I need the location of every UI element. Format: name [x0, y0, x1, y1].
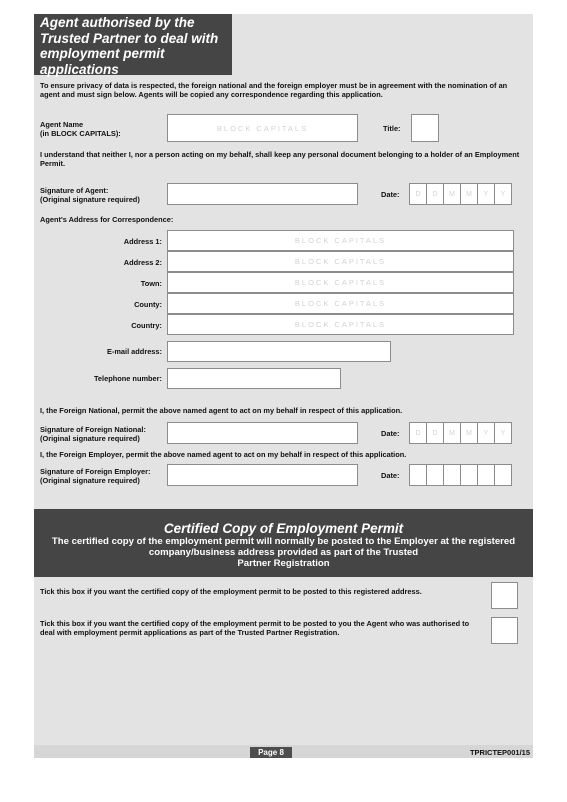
- title-input[interactable]: [411, 114, 439, 142]
- certified-copy-line-2: company/business address provided as part of the Trusted: [148, 547, 419, 558]
- agent-signature-label: Signature of Agent: (Original signature required): [40, 186, 140, 204]
- telephone-input[interactable]: [167, 368, 341, 389]
- telephone-label: Telephone number:: [93, 374, 162, 383]
- foreign-national-date-field[interactable]: [409, 422, 512, 444]
- form-code: TPRICTEP001/15: [469, 748, 530, 757]
- date-day-1[interactable]: D: [410, 184, 427, 204]
- certified-copy-line-1: The certified copy of the employment permit will normally be posted to the Employer at the registered: [51, 536, 516, 547]
- address-2-label: Address 2:: [123, 258, 162, 267]
- date-year-2[interactable]: Y: [500, 429, 506, 437]
- date-year-1[interactable]: Y: [478, 423, 495, 443]
- agent-date-label: Date:: [381, 190, 400, 199]
- address-heading: Agent's Address for Correspondence:: [40, 215, 174, 224]
- email-label: E-mail address:: [106, 347, 162, 356]
- address-1-label: Address 1:: [123, 237, 162, 246]
- foreign-employer-date-label: Date:: [381, 471, 400, 480]
- date-cell[interactable]: [478, 465, 495, 485]
- date-cell[interactable]: [410, 465, 427, 485]
- foreign-national-date-label: Date:: [381, 429, 400, 438]
- certified-copy-banner: [34, 509, 533, 577]
- date-cell[interactable]: [495, 465, 511, 485]
- town-label: Town:: [140, 279, 162, 288]
- privacy-note: To ensure privacy of data is respected, the foreign national and the foreign employer must be in agreement with the nomination of an agent and must sign below. Agents will be copied any correspondence regarding this application.: [40, 81, 508, 99]
- foreign-employer-signature-field[interactable]: [167, 464, 358, 486]
- date-year-2[interactable]: Y: [500, 190, 506, 198]
- date-cell[interactable]: [427, 465, 444, 485]
- tick-option-agent: Tick this box if you want the certified copy of the employment permit to be posted to you the Agent who was authorised to deal with employment permit applications as part of the Trusted Partner Registration.: [40, 619, 470, 637]
- date-day-1[interactable]: D: [410, 423, 427, 443]
- foreign-employer-date-field[interactable]: [409, 464, 512, 486]
- date-day-2[interactable]: D: [427, 423, 444, 443]
- foreign-employer-signature-label: Signature of Foreign Employer: (Original signature required): [40, 467, 151, 485]
- foreign-employer-permit-text: I, the Foreign Employer, permit the above named agent to act on my behalf in respect of this application.: [40, 450, 407, 459]
- town-input[interactable]: BLOCK CAPITALS: [167, 272, 514, 293]
- date-month-1[interactable]: M: [444, 184, 461, 204]
- foreign-national-signature-field[interactable]: [167, 422, 358, 444]
- country-label: Country:: [131, 321, 162, 330]
- email-input[interactable]: [167, 341, 391, 362]
- certified-copy-heading: Certified Copy of Employment Permit: [163, 521, 404, 536]
- date-year-1[interactable]: Y: [478, 184, 495, 204]
- date-month-1[interactable]: M: [444, 423, 461, 443]
- date-month-2[interactable]: M: [461, 423, 478, 443]
- county-input[interactable]: BLOCK CAPITALS: [167, 293, 514, 314]
- address-1-input[interactable]: BLOCK CAPITALS: [167, 230, 514, 251]
- agent-signature-field[interactable]: [167, 183, 358, 205]
- date-cell[interactable]: [461, 465, 478, 485]
- address-2-input[interactable]: BLOCK CAPITALS: [167, 251, 514, 272]
- country-input[interactable]: BLOCK CAPITALS: [167, 314, 514, 335]
- agent-name-input[interactable]: BLOCK CAPITALS: [167, 114, 358, 142]
- title-label: Title:: [383, 124, 401, 133]
- tick-box-registered-address[interactable]: [491, 582, 518, 609]
- tick-option-registered-address: Tick this box if you want the certified copy of the employment permit to be posted to this registered address.: [40, 587, 422, 596]
- date-month-2[interactable]: M: [461, 184, 478, 204]
- section-title: Agent authorised by the Trusted Partner to deal with employment permit applications: [34, 14, 232, 75]
- certified-copy-line-3: Partner Registration: [237, 558, 330, 569]
- foreign-national-permit-text: I, the Foreign National, permit the above named agent to act on my behalf in respect of this application.: [40, 406, 403, 415]
- date-day-2[interactable]: D: [427, 184, 444, 204]
- understand-statement: I understand that neither I, nor a person acting on my behalf, shall keep any personal document belonging to a holder of an Employment Permit.: [40, 150, 520, 168]
- agent-date-field[interactable]: [409, 183, 512, 205]
- foreign-national-signature-label: Signature of Foreign National: (Original signature required): [40, 425, 146, 443]
- date-cell[interactable]: [444, 465, 461, 485]
- page-number: Page 8: [250, 747, 292, 758]
- county-label: County:: [134, 300, 162, 309]
- agent-name-label: Agent Name (in BLOCK CAPITALS):: [40, 120, 121, 138]
- tick-box-agent[interactable]: [491, 617, 518, 644]
